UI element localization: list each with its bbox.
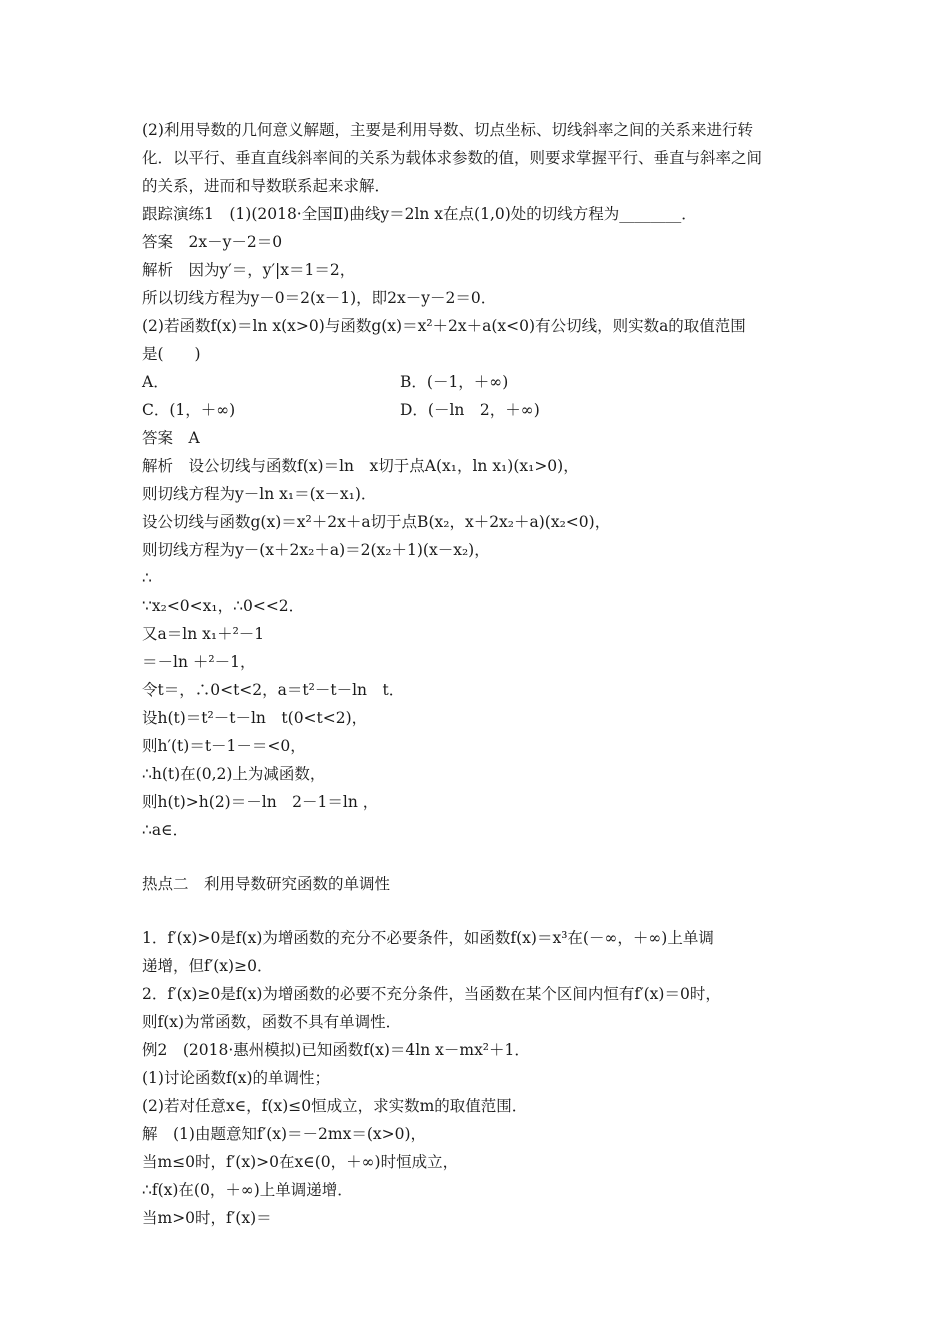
text-line: (2)利用导数的几何意义解题，主要是利用导数、切点坐标、切线斜率之间的关系来进行转 xyxy=(142,121,753,139)
option-a: A． xyxy=(142,373,169,391)
text-line: ∴ xyxy=(142,569,152,587)
text-line: 则切线方程为y－ln x₁＝(x－x₁)． xyxy=(142,485,377,503)
text-line: 则切线方程为y－(x＋2x₂＋a)＝2(x₂＋1)(x－x₂)， xyxy=(142,541,490,559)
analysis-line: 解析 因为y′＝，y′|x＝1＝2， xyxy=(142,261,356,279)
option-c: C．(1，＋∞) xyxy=(142,401,236,419)
text-line: 又a＝ln x₁＋²－1 xyxy=(142,625,265,643)
text-line: (1)讨论函数f(x)的单调性； xyxy=(142,1069,331,1087)
analysis-line: 解析 设公切线与函数f(x)＝ln x切于点A(x₁，ln x₁)(x₁>0)， xyxy=(142,457,579,475)
text-line: (2)若对任意x∈，f(x)≤0恒成立，求实数m的取值范围． xyxy=(142,1097,528,1115)
text-line: 1．f′(x)>0是f(x)为增函数的充分不必要条件，如函数f(x)＝x³在(－∞，＋∞)上单调 xyxy=(142,929,714,947)
text-line: ∵x₂<0<x₁，∴0<<2． xyxy=(142,597,305,615)
question-line: (2)若函数f(x)＝ln x(x>0)与函数g(x)＝x²＋2x＋a(x<0)有公切线，则实数a的取值范围 xyxy=(142,317,746,335)
text-line: 当m>0时，f′(x)＝ xyxy=(142,1209,272,1227)
section-heading: 热点二 利用导数研究函数的单调性 xyxy=(142,875,391,893)
text-line: 则f(x)为常函数，函数不具有单调性． xyxy=(142,1013,402,1031)
text-line: 化．以平行、垂直直线斜率间的关系为载体求参数的值，则要求掌握平行、垂直与斜率之间 xyxy=(142,149,763,167)
text-line: 递增，但f′(x)≥0． xyxy=(142,957,273,975)
text-line: ∴a∈． xyxy=(142,821,189,839)
text-line: 的关系，进而和导数联系起来求解． xyxy=(142,177,391,195)
text-line: ∴f(x)在(0，＋∞)上单调递增． xyxy=(142,1181,353,1199)
option-b: B．(－1，＋∞) xyxy=(400,373,509,391)
exercise-heading: 跟踪演练1 (1)(2018·全国Ⅱ)曲线y＝2ln x在点(1,0)处的切线方程为________． xyxy=(142,205,697,223)
text-line: 则h′(t)＝t－1－＝<0， xyxy=(142,737,306,755)
text-line: ∴h(t)在(0,2)上为减函数， xyxy=(142,765,326,783)
answer-line: 答案 A xyxy=(142,429,200,447)
text-line: 所以切线方程为y－0＝2(x－1)，即2x－y－2＝0． xyxy=(142,289,497,307)
text-line: 设h(t)＝t²－t－ln t(0<t<2)， xyxy=(142,709,368,727)
solution-line: 解 (1)由题意知f′(x)＝－2mx＝(x>0)， xyxy=(142,1125,427,1143)
answer-line: 答案 2x－y－2＝0 xyxy=(142,233,283,251)
text-line: 令t＝，∴0<t<2，a＝t²－t－ln t． xyxy=(142,681,405,699)
option-d: D．(－ln 2，＋∞) xyxy=(400,401,540,419)
text-line: 2．f′(x)≥0是f(x)为增函数的必要不充分条件，当函数在某个区间内恒有f′(x)＝0时， xyxy=(142,985,721,1003)
text-line: 是( ) xyxy=(142,345,201,363)
text-line: ＝－ln ＋²－1， xyxy=(142,653,256,671)
text-line: 设公切线与函数g(x)＝x²＋2x＋a切于点B(x₂，x＋2x₂＋a)(x₂<0)， xyxy=(142,513,611,531)
text-line: 当m≤0时，f′(x)>0在x∈(0，＋∞)时恒成立， xyxy=(142,1153,459,1171)
example-heading: 例2 (2018·惠州模拟)已知函数f(x)＝4ln x－mx²＋1． xyxy=(142,1041,530,1059)
text-line: 则h(t)>h(2)＝－ln 2－1＝ln ， xyxy=(142,793,379,811)
